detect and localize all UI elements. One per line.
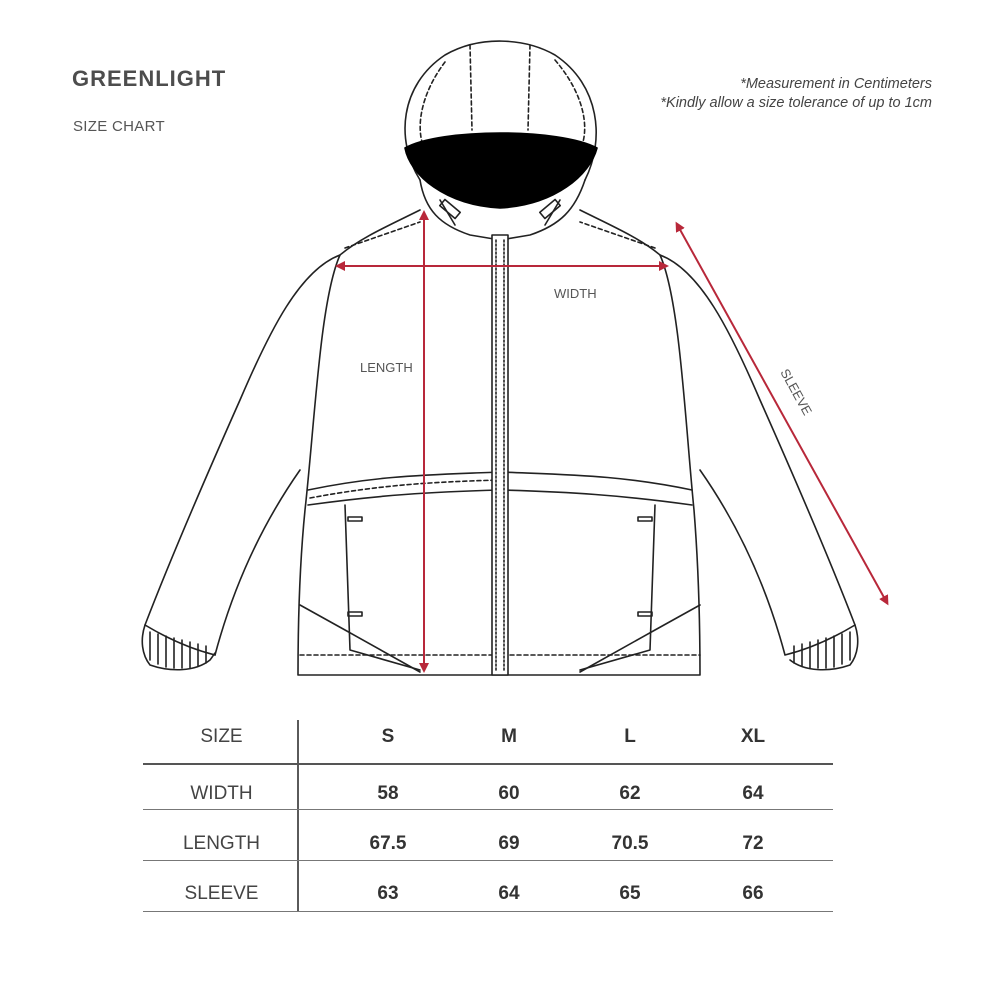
cell-value: 70.5 <box>611 833 649 854</box>
cell-value: 66 <box>742 883 764 904</box>
sleeve-label: SLEEVE <box>777 366 816 418</box>
sleeve-arrow <box>678 226 886 601</box>
cell-value: 67.5 <box>369 833 407 854</box>
table-row-length <box>143 827 833 877</box>
row-rule <box>143 911 833 912</box>
cell-value: 63 <box>377 883 399 904</box>
chart-subtitle: SIZE CHART <box>73 118 165 135</box>
zipper <box>492 235 508 675</box>
measurement-note: *Measurement in Centimeters <box>740 76 932 92</box>
header-l: L <box>624 726 636 747</box>
header-m: M <box>501 726 517 747</box>
cell-value: 69 <box>498 833 520 854</box>
cell-value: 58 <box>377 783 399 804</box>
table-row-sleeve <box>143 877 833 927</box>
cell-value: 64 <box>498 883 520 904</box>
hood-opening <box>405 133 597 208</box>
tolerance-note: *Kindly allow a size tolerance of up to 1cm <box>660 95 932 111</box>
row-label: LENGTH <box>182 833 261 854</box>
cell-value: 64 <box>742 783 764 804</box>
cell-value: 62 <box>619 783 641 804</box>
cell-value: 72 <box>742 833 764 854</box>
header-size: SIZE <box>200 726 243 747</box>
table-row-width <box>143 777 833 827</box>
row-rule <box>143 809 833 810</box>
row-label: WIDTH <box>190 783 253 804</box>
cell-value: 60 <box>498 783 520 804</box>
header-s: S <box>381 726 395 747</box>
header-xl: XL <box>740 726 766 747</box>
row-label: SLEEVE <box>184 883 259 904</box>
row-rule <box>143 860 833 861</box>
brand-name: GREENLIGHT <box>72 66 227 91</box>
width-label: WIDTH <box>554 286 597 301</box>
header-rule <box>143 763 833 765</box>
cell-value: 65 <box>619 883 641 904</box>
length-label: LENGTH <box>360 360 413 375</box>
